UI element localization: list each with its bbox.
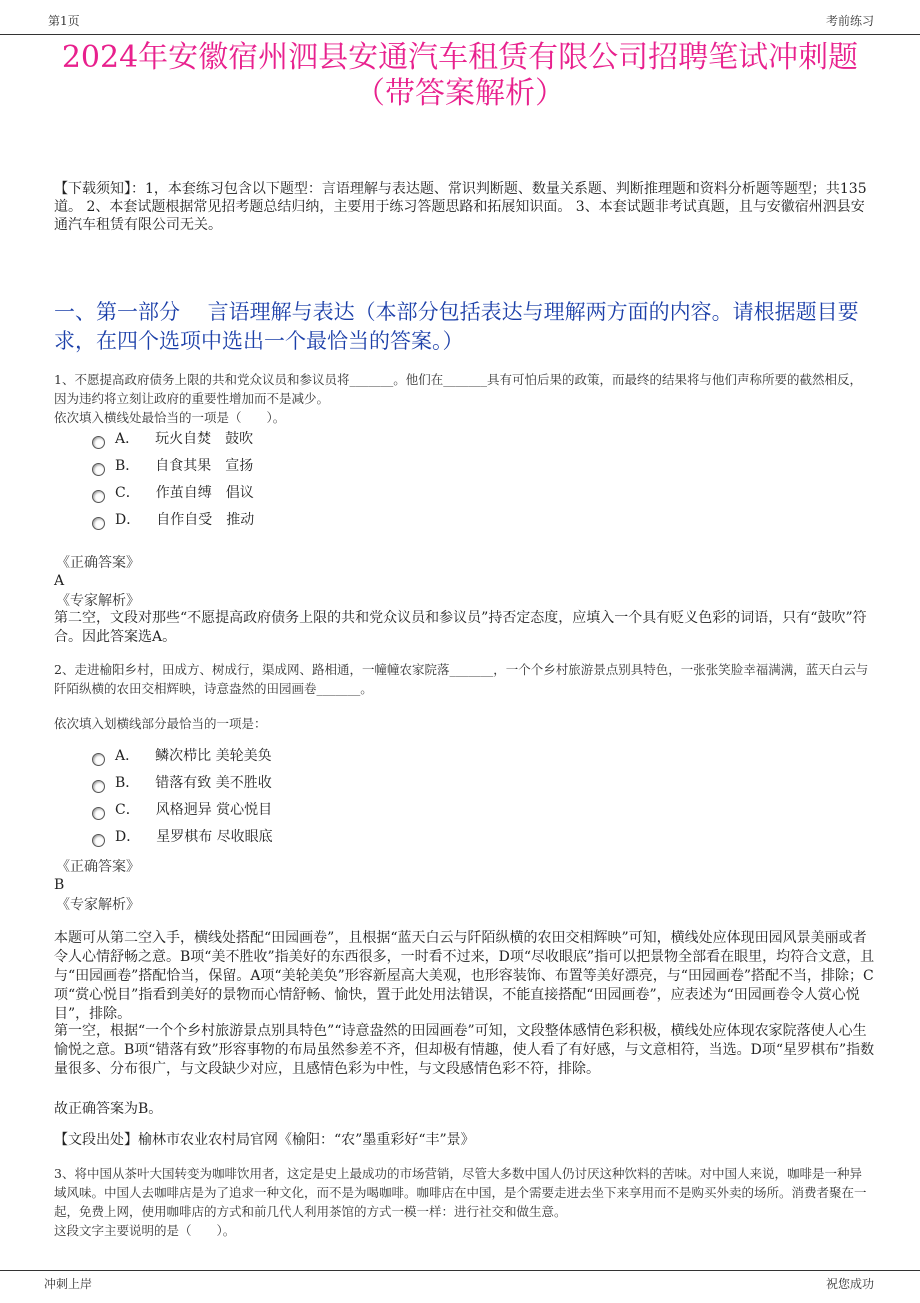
q1-option-b[interactable]: B． 自食其果 宣扬 [92, 453, 592, 480]
q2-option-b[interactable]: B． 错落有致 美不胜收 [92, 770, 592, 797]
q1-option-c[interactable]: C． 作茧自缚 倡议 [92, 480, 592, 507]
q2-analysis-p3: 故正确答案为B。 [54, 1101, 163, 1117]
q1-analysis-label: 《专家解析》 [56, 593, 140, 609]
q2-analysis-p2: 第一空，根据“一个个乡村旅游景点别具特色”“诗意盎然的田园画卷”可知，文段整体感情色彩积极，横线处应体现农家院落使人心生愉悦之意。B项“错落有致”形容事物的布局虽然参差不齐，但却极有情趣，使人看了有好感，与文意相符，当选。D项“星罗棋布”指数量很多、分布很广，与文段缺少对应，且感情色彩为中性，与文段感情色彩不符，排除。 [54, 1023, 875, 1077]
header-tag: 考前练习 [825, 14, 874, 28]
radio-icon[interactable] [92, 436, 105, 449]
page-title [40, 40, 880, 112]
q2-analysis-label: 《专家解析》 [56, 897, 140, 913]
radio-icon[interactable] [92, 490, 105, 503]
page-header [0, 0, 920, 35]
q3-stem: 3、将中国从茶叶大国转变为咖啡饮用者，这定是史上最成功的市场营销，尽管大多数中国人仍讨厌这种饮料的苦味。对中国人来说，咖啡是一种异域风味。中国人去咖啡店是为了追求一种文化，而不是为喝咖啡。咖啡店在中国，是个需要走进去坐下来享用而不是购买外卖的场所。消费者聚在一起，免费上网，使用咖啡店的方式和前几代人利用茶馆的方式一模一样：进行社交和做生意。 [54, 1166, 867, 1219]
q2-analysis-p1: 本题可从第二空入手，横线处搭配“田园画卷”，且根据“蓝天白云与阡陌纵横的农田交相辉映”可知，横线处应体现田园风景美丽或者令人心情舒畅之意。B项“美不胜收”指美好的东西很多，一时看不过来，D项“尽收眼底”指可以把景物全部看在眼里，均符合文意，且与“田园画卷”搭配恰当，保留。A项“美轮美奂”形容新屋高大美观，也形容装饰、布置等美好漂亮，与“田园画卷”搭配不当，排除；C项“赏心悦目”指看到美好的景物而心情舒畅、愉快，置于此处用法错误，不能直接搭配“田园画卷”，应表述为“田园画卷令人赏心悦目”，排除。 [54, 930, 875, 1022]
q2-option-a[interactable]: A． 鳞次栉比 美轮美奂 [92, 743, 592, 770]
q1-answer: A [54, 573, 65, 589]
q2-option-d[interactable]: D． 星罗棋布 尽收眼底 [92, 824, 592, 851]
radio-icon[interactable] [92, 834, 105, 847]
footer-left: 冲刺上岸 [44, 1277, 93, 1291]
q2-prompt: 依次填入划横线部分最恰当的一项是： [54, 716, 267, 731]
page-number: 第1页 [48, 14, 80, 28]
q2-option-c[interactable]: C． 风格迥异 赏心悦目 [92, 797, 592, 824]
radio-icon[interactable] [92, 753, 105, 766]
q2-options [92, 743, 592, 851]
q2-answer: B [54, 877, 65, 893]
q2-source: 【文段出处】榆林市农业农村局官网《榆阳：“农”墨重彩好“丰”景》 [54, 1132, 475, 1148]
q2-answer-label: 《正确答案》 [56, 859, 140, 875]
page-footer [0, 1270, 920, 1303]
radio-icon[interactable] [92, 517, 105, 530]
q1-option-d[interactable]: D． 自作自受 推动 [92, 507, 592, 534]
q1-options [92, 426, 592, 534]
q2-stem: 2、走进榆阳乡村，田成方、树成行，渠成网、路相通，一幢幢农家院落_______，一个个乡村旅游景点别具特色，一张张笑脸幸福满满，蓝天白云与阡陌纵横的农田交相辉映，诗意盎然的田园画卷_______。 [54, 662, 869, 696]
q1-analysis: 第二空，文段对那些“不愿提高政府债务上限的共和党众议员和参议员”持否定态度，应填入一个具有贬义色彩的词语，只有“鼓吹”符合。因此答案选A。 [54, 610, 867, 645]
title-line-2: （带答案解析） [355, 76, 565, 111]
section-heading: 一、第一部分 言语理解与表达（本部分包括表达与理解两方面的内容。请根据题目要求，在四个选项中选出一个最恰当的答案。） [54, 300, 859, 353]
radio-icon[interactable] [92, 780, 105, 793]
title-line-1: 2024年安徽宿州泗县安通汽车租赁有限公司招聘笔试冲刺题 [61, 40, 859, 75]
q1-answer-label: 《正确答案》 [56, 555, 140, 571]
q1-prompt: 依次填入横线处最恰当的一项是（ ）。 [54, 410, 286, 425]
q3-prompt: 这段文字主要说明的是（ ）。 [54, 1223, 236, 1238]
q1-option-a[interactable]: A． 玩火自焚 鼓吹 [92, 426, 592, 453]
footer-right: 祝您成功 [825, 1277, 874, 1291]
download-notice: 【下载须知】：1，本套练习包含以下题型：言语理解与表达题、常识判断题、数量关系题、判断推理题和资料分析题等题型；共135道。 2、本套试题根据常见招考题总结归纳，主要用于练习答题思路和拓展知识面。 3、本套试题非考试真题，且与安徽宿州泗县安通汽车租赁有限公司无关。 [54, 181, 867, 233]
radio-icon[interactable] [92, 807, 105, 820]
q1-stem: 1、不愿提高政府债务上限的共和党众议员和参议员将_______。他们在_______具有可怕后果的政策，而最终的结果将与他们声称所要的截然相反，因为违约将立刻让政府的重要性增加而不是减少。 [54, 372, 862, 406]
radio-icon[interactable] [92, 463, 105, 476]
